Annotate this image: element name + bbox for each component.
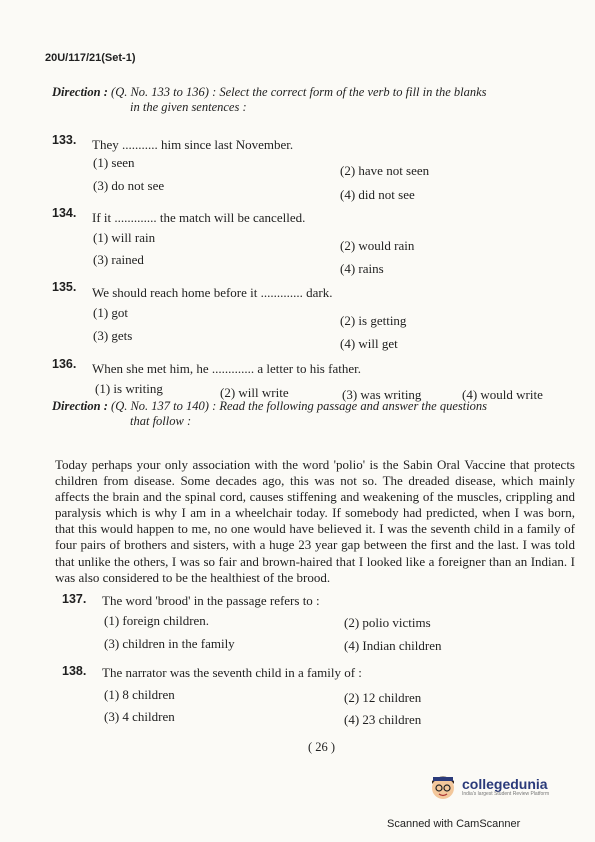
direction-1-label: Direction : xyxy=(52,85,108,99)
page-number: ( 26 ) xyxy=(308,740,336,754)
logo-name: collegedunia xyxy=(462,776,548,792)
option: (2) have not seen xyxy=(340,163,430,178)
question-number: 135. xyxy=(52,280,77,294)
option: (4) 23 children xyxy=(344,712,422,727)
logo-tagline: India's largest Student Review Platform xyxy=(462,791,550,797)
option: (1) got xyxy=(93,305,129,320)
option: (1) will rain xyxy=(93,230,156,245)
question-text: When she met him, he ............. a letter to his father. xyxy=(92,361,361,376)
direction-1 xyxy=(52,85,577,115)
option: (4) will get xyxy=(340,336,398,351)
direction-2-label: Direction : xyxy=(52,399,108,413)
option: (3) do not see xyxy=(93,178,165,193)
option: (3) 4 children xyxy=(104,709,175,724)
option: (1) seen xyxy=(93,155,135,170)
question-text: They ........... him since last November. xyxy=(92,137,294,152)
paper-code: 20U/117/21(Set-1) xyxy=(45,52,136,64)
option: (4) Indian children xyxy=(344,638,442,653)
question-number: 133. xyxy=(52,133,77,147)
option: (3) gets xyxy=(93,328,133,343)
question-number: 134. xyxy=(52,206,77,220)
direction-2-text-1: (Q. No. 137 to 140) : Read the following passage and answer the questions xyxy=(111,399,488,413)
option: (2) will write xyxy=(220,385,289,400)
option: (4) did not see xyxy=(340,187,415,202)
direction-2-text-2: that follow : xyxy=(130,414,192,428)
option: (3) was writing xyxy=(342,387,422,402)
option: (1) foreign children. xyxy=(104,613,210,628)
option: (4) would write xyxy=(462,387,543,402)
reading-passage: Today perhaps your only association with the word 'polio' is the Sabin Oral Vaccine that protects children from disease. Some decades ago, this was not so. The dreaded disease, which mainly affects the brain and the spinal cord, causes stiffening and weakening of the muscles, crippling and paralysis which is why I am in a wheelchair today. If somebody had predicted, when I was born, that this would happen to me, no one would have believed it. I was the seventh child in a family of four pairs of brothers and sisters, with a huge 23 year gap between the first and the last. I was told that unlike the others, I was so fair and brown-haired that I looked like a foreigner than an Indian. I was also considered to be the healthiest of the brood. xyxy=(55,457,575,585)
option: (2) would rain xyxy=(340,238,415,253)
direction-1-text-1: (Q. No. 133 to 136) : Select the correct form of the verb to fill in the blanks xyxy=(111,85,487,99)
option: (2) polio victims xyxy=(344,615,431,630)
option: (3) children in the family xyxy=(104,636,235,651)
direction-1-text-2: in the given sentences : xyxy=(130,100,247,114)
question-number: 138. xyxy=(62,664,87,678)
question-text: The word 'brood' in the passage refers to : xyxy=(102,593,320,608)
direction-2 xyxy=(52,399,582,429)
collegedunia-logo xyxy=(428,772,549,802)
option: (1) 8 children xyxy=(104,687,175,702)
question-text: If it ............. the match will be cancelled. xyxy=(92,210,306,225)
question-text: The narrator was the seventh child in a family of : xyxy=(102,665,362,680)
option: (2) 12 children xyxy=(344,690,422,705)
question-text: We should reach home before it ............. dark. xyxy=(92,285,333,300)
question-number: 137. xyxy=(62,592,87,606)
option: (3) rained xyxy=(93,252,144,267)
option: (2) is getting xyxy=(340,313,407,328)
option: (4) rains xyxy=(340,261,384,276)
question-number: 136. xyxy=(52,357,77,371)
option: (1) is writing xyxy=(95,381,163,396)
scanned-watermark: Scanned with CamScanner xyxy=(387,818,521,830)
student-mascot-icon xyxy=(428,772,458,802)
